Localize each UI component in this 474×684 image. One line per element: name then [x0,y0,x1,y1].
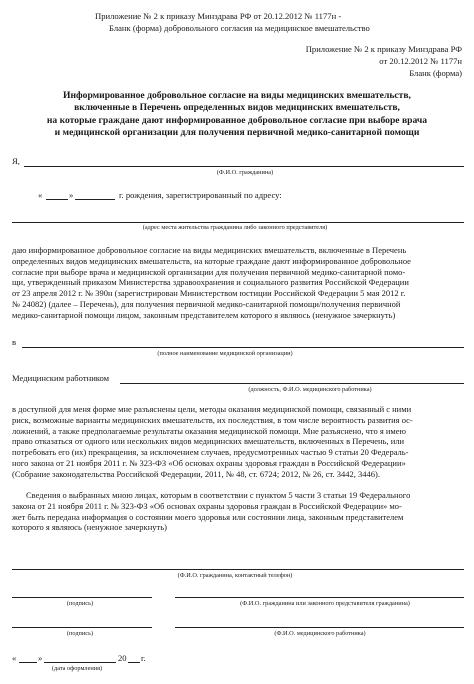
paragraph-line: закона от 21 ноября 2011 г. № 323-ФЗ «Об основах охраны здоровья граждан в Российской Федерации» мо- [12,500,402,511]
address-field[interactable] [12,222,464,223]
signature-field-1[interactable] [12,597,152,598]
worker-label: Медицинским работником [12,373,110,383]
paragraph-line: (Собрание законодательства Российской Федерации, 2011, № 48, ст. 6724; 2012, № 26, ст. 3442, 3446). [12,468,380,479]
appendix-line-2: от 20.12.2012 № 1177н [379,56,462,66]
header-line-1: Приложение № 2 к приказу Минздрава РФ от 20.12.2012 № 1177н - [95,11,342,21]
signature-caption-2: (подпись) [66,630,94,637]
date-year-field[interactable] [128,662,140,663]
paragraph-line: определенных видов медицинских вмешательств, на которые граждане дают информированное добровольное [12,255,411,266]
worker-name-field[interactable] [175,627,464,628]
birth-day-field[interactable] [46,199,68,200]
date-year-suffix: г. [141,653,146,663]
signature-caption-1: (подпись) [66,600,94,607]
title-line: включенные в Перечень определенных видов медицинских вмешательств, [74,102,400,114]
paragraph-line: в доступной для меня форме мне разъяснены цели, методы оказания медицинской помощи, связанный с ними [12,404,412,414]
contact-field[interactable] [12,569,464,570]
date-month-field[interactable] [44,662,116,663]
appendix-line-3: Бланк (форма) [409,68,462,78]
date-caption: (дата оформления) [51,665,103,672]
date-year-prefix: 20 [118,653,127,663]
title-line: на которые граждане дают информированное добровольное согласие при выборе врача [46,114,428,126]
paragraph-line: даю информированное добровольное согласие на виды медицинских вмешательств, включенные в Перечень [12,245,407,255]
document-title [6,90,468,140]
title-line: Информированное добровольное согласие на виды медицинских вмешательств, [63,90,411,101]
contact-caption: (Ф.И.О. гражданина, контактный телефон) [177,572,293,579]
paragraph-line: которого я являюсь (ненужное зачеркнуть) [12,522,167,533]
birth-label: г. рождения, зарегистрированный по адресу: [119,190,282,200]
paragraph-line: жет быть передана информация о состоянии моего здоровья или состоянии лица, законным представителем [12,511,404,522]
paragraph-line: ложнений, а также предполагаемые результаты оказания медицинской помощи. Мне разъяснено, что я имею [12,425,406,436]
organization-field[interactable] [22,347,464,348]
address-caption: (адрес места жительства гражданина либо законного представителя) [142,224,328,231]
paragraph-line: согласие при выборе врача и медицинской организации для получения первичной медико-санитарной помо- [12,266,406,277]
citizen-name-field[interactable] [175,597,464,598]
ya-label: Я, [12,156,20,166]
paragraph-line: щи, утвержденный приказом Министерства здравоохранения и социального развития Российской Федерации [12,277,409,288]
in-label: в [12,337,17,347]
date-close-quote: » [38,653,43,663]
paragraph-line: медико-санитарной помощи лицом, законным представителем которого я являюсь (ненужное зачеркнуть) [12,309,396,320]
fio-caption: (Ф.И.О. гражданина) [216,169,274,176]
paragraph-line: от 23 апреля 2012 г. № 390н (зарегистрирован Министерством юстиции Российской Федерации 5 мая 2012 г. [12,288,406,299]
date-quote-close: » [69,190,74,200]
date-quote-open: « [38,190,43,200]
consent-paragraph [12,245,463,321]
paragraph-line: право отказаться от одного или нескольких видов медицинских вмешательств, включенных в Перечень, или [12,436,405,447]
citizen-caption: (Ф.И.О. гражданина или законного представителя гражданина) [240,600,410,607]
info-paragraph [12,490,463,533]
signature-field-2[interactable] [12,627,152,628]
appendix-line-1: Приложение № 2 к приказу Минздрава РФ [305,44,462,54]
worker-caption-2: (Ф.И.О. медицинского работника) [274,630,366,637]
paragraph-line: потребовать его (их) прекращения, за исключением случаев, предусмотренных частью 9 статьи 20 Федераль- [12,447,409,458]
date-open-quote: « [12,653,17,663]
organization-caption: (полное наименование медицинской организации) [157,350,293,357]
explained-paragraph [12,404,463,480]
paragraph-line: Сведения о выбранных мною лицах, которым в соответствии с пунктом 5 части 3 статьи 19 Федерального [26,490,411,500]
title-line: и медицинской организации для получения первичной медико-санитарной помощи [54,127,420,139]
header-line-2: Бланк (форма) добровольного согласия на медицинское вмешательство [109,23,370,33]
paragraph-line: № 24082) (далее – Перечень), для получения первичной медико-санитарной помощи/получения первичной [12,298,401,309]
fio-field[interactable] [24,166,464,167]
paragraph-line: риск, возможные варианты медицинских вмешательств, их последствия, в том числе вероятность развития ос- [12,414,413,425]
paragraph-line: ного закона от 21 ноября 2011 г. № 323-ФЗ «Об основах охраны здоровья граждан в Российской Федерации» [12,457,406,468]
date-day-field[interactable] [19,662,37,663]
worker-caption: (должность, Ф.И.О. медицинского работника) [248,386,372,393]
birth-month-year-field[interactable] [75,199,115,200]
medical-worker-field[interactable] [120,383,464,384]
